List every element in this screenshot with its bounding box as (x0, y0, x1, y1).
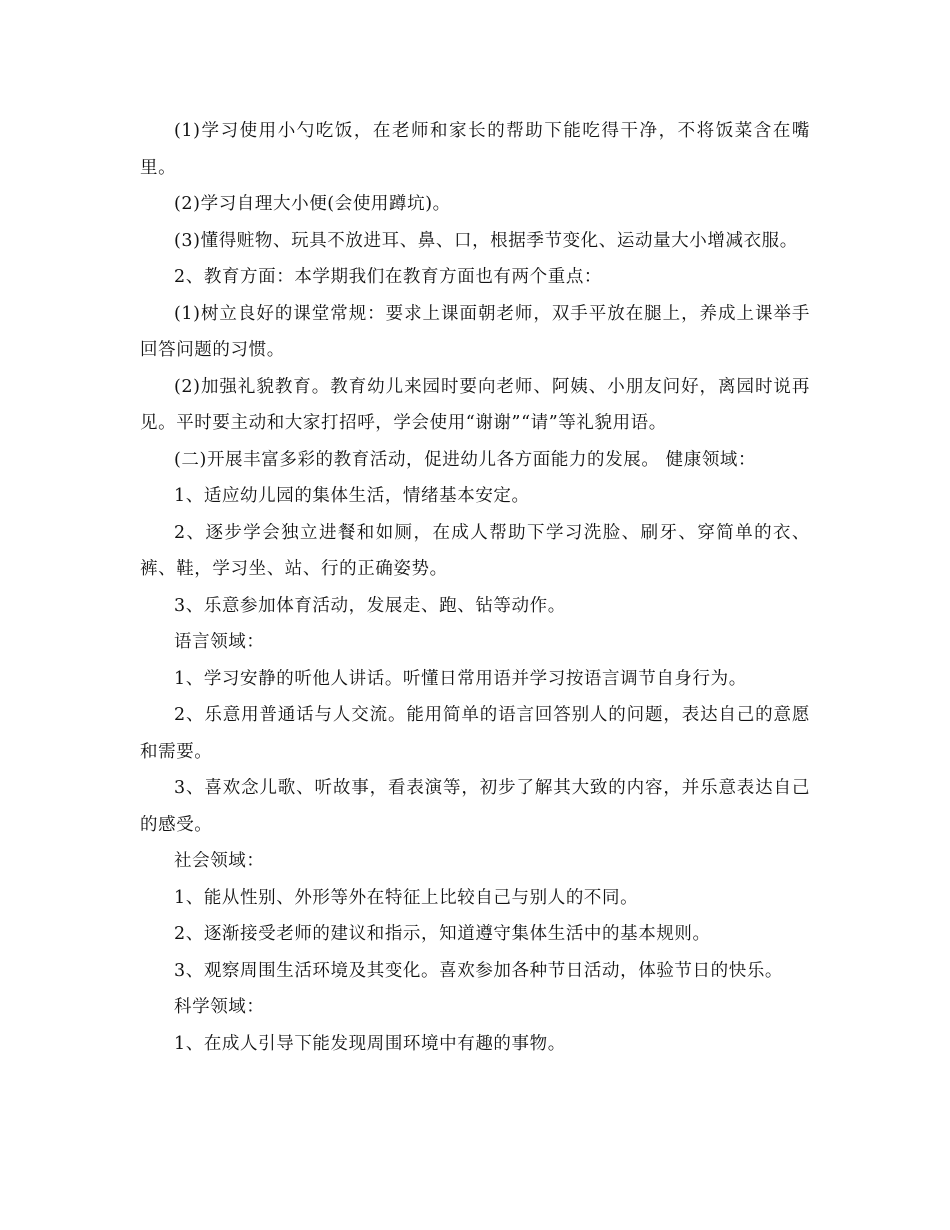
paragraph: (二)开展丰富多彩的教育活动，促进幼儿各方面能力的发展。 健康领域： (174, 449, 757, 470)
paragraph: (2)学习自理大小便(会使用蹲坑)。 (174, 194, 451, 214)
paragraph: 2、逐步学会独立进餐和如厕，在成人帮助下学习洗脸、刷牙、穿简单的衣、裤、鞋，学习坐、站、行的正确姿势。 (140, 522, 810, 579)
paragraph: 1、能从性别、外形等外在特征上比较自己与别人的不同。 (174, 887, 639, 908)
section-heading: 语言领域： (174, 632, 265, 652)
paragraph: 1、适应幼儿园的集体生活，情绪基本安定。 (174, 486, 530, 506)
paragraph: (2)加强礼貌教育。教育幼儿来园时要向老师、阿姨、小朋友问好，离园时说再见。平时要主动和大家打招呼，学会使用“谢谢”“请”等礼貌用语。 (140, 376, 810, 433)
paragraph: 2、逐渐接受老师的建议和指示，知道遵守集体生活中的基本规则。 (174, 924, 711, 944)
section-heading: 社会领域： (174, 851, 265, 871)
section-heading: 科学领域： (174, 997, 265, 1017)
paragraph: (3)懂得赃物、玩具不放进耳、鼻、口，根据季节变化、运动量大小增减衣服。 (174, 230, 798, 251)
paragraph: 3、喜欢念儿歌、听故事，看表演等，初步了解其大致的内容，并乐意表达自己的感受。 (140, 778, 810, 835)
paragraph: (1)树立良好的课堂常规：要求上课面朝老师，双手平放在腿上，养成上课举手回答问题的习惯。 (140, 303, 810, 360)
paragraph: 2、教育方面：本学期我们在教育方面也有两个重点： (174, 267, 603, 287)
paragraph: 3、乐意参加体育活动，发展走、跑、钻等动作。 (174, 595, 566, 616)
paragraph: 1、在成人引导下能发现周围环境中有趣的事物。 (174, 1033, 566, 1054)
paragraph: 1、学习安静的听他人讲话。听懂日常用语并学习按语言调节自身行为。 (174, 668, 747, 689)
paragraph: 2、乐意用普通话与人交流。能用简单的语言回答别人的问题，表达自己的意愿和需要。 (140, 705, 810, 762)
paragraph: 3、观察周围生活环境及其变化。喜欢参加各种节日活动，体验节日的快乐。 (174, 960, 784, 981)
document-body (140, 113, 810, 1062)
paragraph: (1)学习使用小勺吃饭，在老师和家长的帮助下能吃得干净，不将饭菜含在嘴里。 (140, 121, 810, 178)
